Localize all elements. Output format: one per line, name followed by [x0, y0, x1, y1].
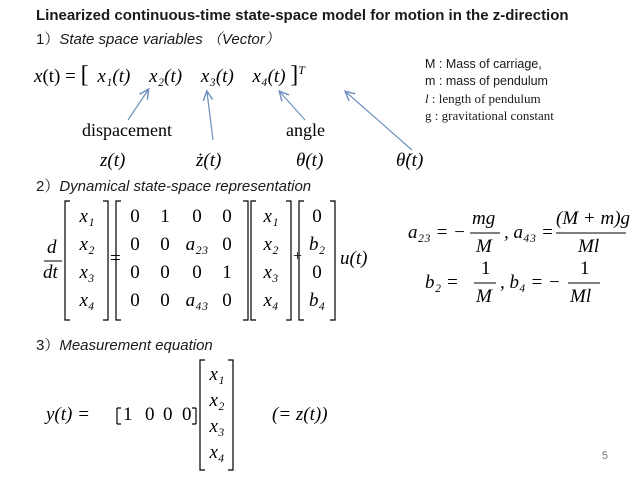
C-cell: 0 [163, 404, 173, 425]
measurement-note: (= z(t)) [272, 404, 328, 425]
lhs-x1: x₁ [79, 206, 95, 227]
displacement-label: dispacement [82, 120, 172, 140]
measurement-lhs: y(t) = [46, 404, 90, 425]
A-cell: 1 [222, 262, 232, 283]
a23-denominator: M [476, 236, 492, 257]
equals-sign: = [110, 248, 121, 269]
C-cell: 0 [145, 404, 155, 425]
a43-denominator: Ml [578, 236, 600, 257]
B-cell-b4: b₄ [308, 290, 326, 311]
A-cell: 0 [130, 234, 140, 255]
section-2-number: 2） [36, 178, 60, 195]
rhs-x3: x₃ [263, 262, 279, 283]
a23-lhs: a₂₃ = − [408, 222, 466, 243]
plus-sign: + [293, 248, 303, 265]
a43-lhs: , a₄₃ = [504, 222, 554, 243]
input-u: u(t) [340, 248, 368, 269]
section-1-text: State space variables （Vector） [59, 31, 280, 48]
meaning-z: z(t) [100, 150, 126, 171]
legend-line-3-symbol: l [425, 91, 429, 106]
meas-x3: x₃ [209, 416, 225, 437]
legend-line-1: M : Mass of carriage, [425, 57, 542, 71]
meaning-theta: θ(t) [296, 150, 324, 171]
C-cell: 1 [123, 404, 133, 425]
section-1-number: 1） [36, 31, 60, 48]
lhs-x3: x₃ [79, 262, 95, 283]
state-element-2: x₂(t) [149, 66, 183, 87]
page-number: 5 [601, 450, 608, 462]
b4-numerator: 1 [580, 258, 590, 279]
a43-numerator: (M + m)g [556, 208, 631, 229]
A-cell: 0 [222, 206, 232, 227]
derivative-denominator: dt [43, 262, 58, 283]
angle-label: angle [286, 120, 325, 140]
A-cell-a23: a₂₃ [185, 234, 209, 255]
A-cell: 0 [160, 234, 170, 255]
state-element-4: x₄(t) [252, 66, 286, 87]
arrow-angular-velocity [346, 92, 412, 150]
B-cell: 0 [312, 206, 322, 227]
meaning-theta-dot: θ̇(t) [396, 150, 424, 171]
b2-lhs: b₂ = [425, 272, 459, 293]
section-2-text: Dynamical state-space representation [59, 178, 312, 195]
b4-lhs: , b₄ = − [500, 272, 561, 293]
b4-denominator: Ml [570, 286, 592, 307]
section-2-heading [36, 175, 311, 196]
A-cell: 0 [160, 262, 170, 283]
b2-denominator: M [476, 286, 492, 307]
rhs-x2: x₂ [263, 234, 279, 255]
A-cell: 0 [160, 290, 170, 311]
A-cell: 0 [222, 234, 232, 255]
A-cell-a43: a₄₃ [185, 290, 209, 311]
rhs-x4: x₄ [263, 290, 279, 311]
legend-line-3-text: : length of pendulum [428, 91, 541, 106]
B-cell: 0 [312, 262, 322, 283]
derivative-numerator: d [47, 237, 57, 258]
transpose-mark: T [298, 63, 305, 77]
state-element-1: x₁(t) [97, 66, 131, 87]
state-lhs: x [34, 66, 43, 87]
meas-x4: x₄ [209, 442, 225, 463]
legend-line-4: g : gravitational constant [425, 108, 554, 123]
rhs-x1: x₁ [263, 206, 279, 227]
state-lhs-arg: (t) [42, 66, 61, 87]
A-cell: 0 [130, 262, 140, 283]
arrow-angle [280, 92, 305, 120]
A-cell: 0 [130, 290, 140, 311]
arrow-displacement [128, 90, 148, 120]
meaning-z-dot: ż(t) [196, 150, 222, 171]
lhs-x2: x₂ [79, 234, 95, 255]
A-cell: 1 [160, 206, 170, 227]
C-cell: 0 [182, 404, 192, 425]
b2-numerator: 1 [481, 258, 491, 279]
A-cell: 0 [192, 206, 202, 227]
legend-line-2: m : mass of pendulum [425, 74, 548, 88]
section-3-heading [36, 334, 213, 355]
slide-title: Linearized continuous-time state-space model for motion in the z-direction [36, 7, 569, 24]
state-element-3: x₃(t) [200, 66, 234, 87]
meas-x1: x₁ [209, 364, 225, 385]
section-3-number: 3） [36, 337, 60, 354]
section-3-text: Measurement equation [59, 337, 213, 354]
meas-x2: x₂ [209, 390, 225, 411]
B-cell-b2: b₂ [308, 234, 326, 255]
state-vector-equation: x(t) = [ x₁(t) x₂(t) x₃(t) x₄(t) ]$^T$ [34, 62, 305, 88]
a23-numerator: mg [472, 208, 496, 229]
arrow-velocity [207, 92, 213, 140]
A-cell: 0 [222, 290, 232, 311]
A-cell: 0 [130, 206, 140, 227]
A-cell: 0 [192, 262, 202, 283]
lhs-x4: x₄ [79, 290, 95, 311]
